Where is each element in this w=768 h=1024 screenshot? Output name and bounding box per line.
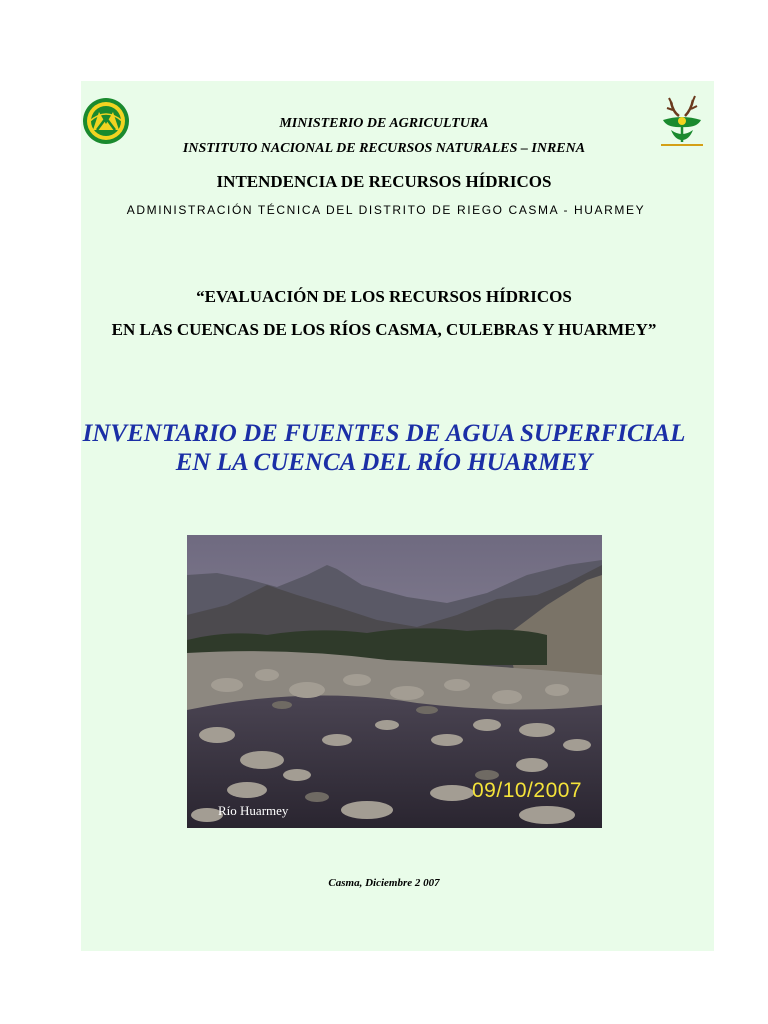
institute-name: INSTITUTO NACIONAL DE RECURSOS NATURALES – INRENA <box>182 141 586 156</box>
project-title-line-2: EN LAS CUENCAS DE LOS RÍOS CASMA, CULEBRAS Y HUARMEY” <box>111 320 657 339</box>
photo-caption: Río Huarmey <box>218 803 289 818</box>
project-title-line-1: “EVALUACIÓN DE LOS RECURSOS HÍDRICOS <box>196 287 572 306</box>
document-title-line-1: INVENTARIO DE FUENTES DE AGUA SUPERFICIAL <box>82 420 686 447</box>
river-photo <box>187 535 602 828</box>
photo-date-stamp: 09/10/2007 <box>472 779 583 802</box>
department-name: INTENDENCIA DE RECURSOS HÍDRICOS <box>216 172 552 191</box>
document-title-line-2: EN LA CUENCA DEL RÍO HUARMEY <box>175 449 593 476</box>
ministry-name: MINISTERIO DE AGRICULTURA <box>279 116 489 131</box>
place-and-date: Casma, Diciembre 2 007 <box>328 877 440 889</box>
administration-name: ADMINISTRACIÓN TÉCNICA DEL DISTRITO DE RIEGO CASMA - HUARMEY <box>126 203 646 217</box>
